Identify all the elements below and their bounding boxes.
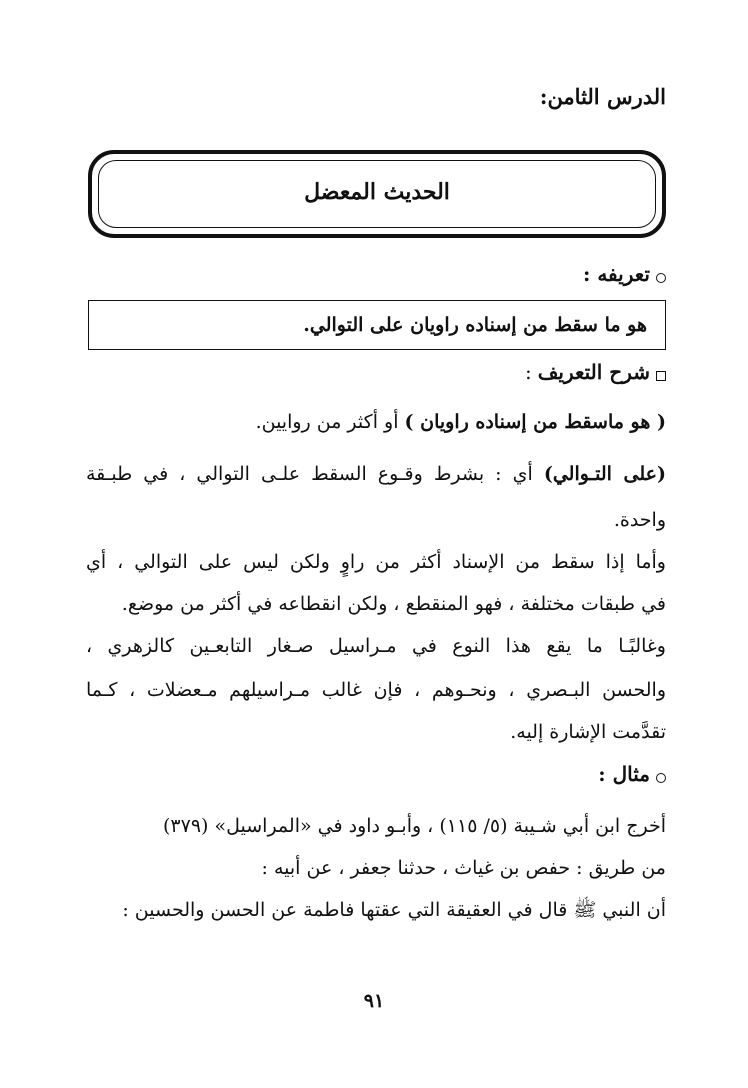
explanation-line-1-rest: أو أكثر من روايين. [255,411,405,433]
page-number: ٩١ [363,990,385,1012]
explanation-line-2 [86,460,666,488]
circle-bullet-icon [656,773,666,783]
paragraph-1-line-2: في طبقات مختلفة ، فهو المنقطع ، ولكن انقطاعه في أكثر من موضع. [121,593,666,615]
explanation-line-1-quote: ( هو ماسقط من إسناده راويان ) [404,411,666,433]
example-heading-label: مثال : [598,762,650,786]
chapter-title: الحديث المعضل [304,179,450,205]
title-frame [88,150,666,238]
definition-text: هو ما سقط من إسناده راويان على التوالي. [303,314,647,336]
definition-heading-label: تعريفه : [582,262,650,286]
example-heading [598,762,666,786]
paragraph-1-line-1: وأما إذا سقط من الإسناد أكثر من راوٍ ولكن ليس على التوالي ، أي [86,551,666,573]
square-bullet-icon [656,371,666,381]
explanation-line-1 [86,408,666,436]
explanation-line-2-quote: (على التـوالي) [543,463,667,485]
explanation-heading-colon: : [524,360,532,384]
example-line-2: من طريق : حفص بن غياث ، حدثنا جعفر ، عن أبيه : [261,857,666,879]
definition-heading [583,262,666,286]
paragraph-2-line-2: والحسن البـصري ، ونحـوهم ، فإن غالب مـراسيلهم مـعضلات ، كـما [86,679,666,701]
explanation-line-2-rest: أي : بشرط وقـوع السقط علـى التوالي ، في طبـقة [86,463,544,485]
definition-box [88,300,666,350]
explanation-heading [525,360,666,384]
circle-bullet-icon [656,273,666,283]
example-line-3: أن النبي ﷺ قال في العقيقة التي عقتها فاطمة عن الحسن والحسين : [122,899,666,921]
example-line-1: أخرج ابن أبي شـيبة (٥/ ١١٥) ، وأبـو داود في «المراسيل» (٣٧٩) [163,815,666,837]
paragraph-2-line-3: تقدَّمت الإشارة إليه. [510,721,666,743]
explanation-line-3: واحدة. [613,509,666,531]
paragraph-2-line-1: وغالبًـا ما يقع هذا النوع في مـراسيل صـغار التابعـين كالزهري ، [86,635,666,657]
lesson-label: الدرس الثامن: [539,84,666,109]
explanation-heading-label: شرح التعريف [537,360,650,384]
